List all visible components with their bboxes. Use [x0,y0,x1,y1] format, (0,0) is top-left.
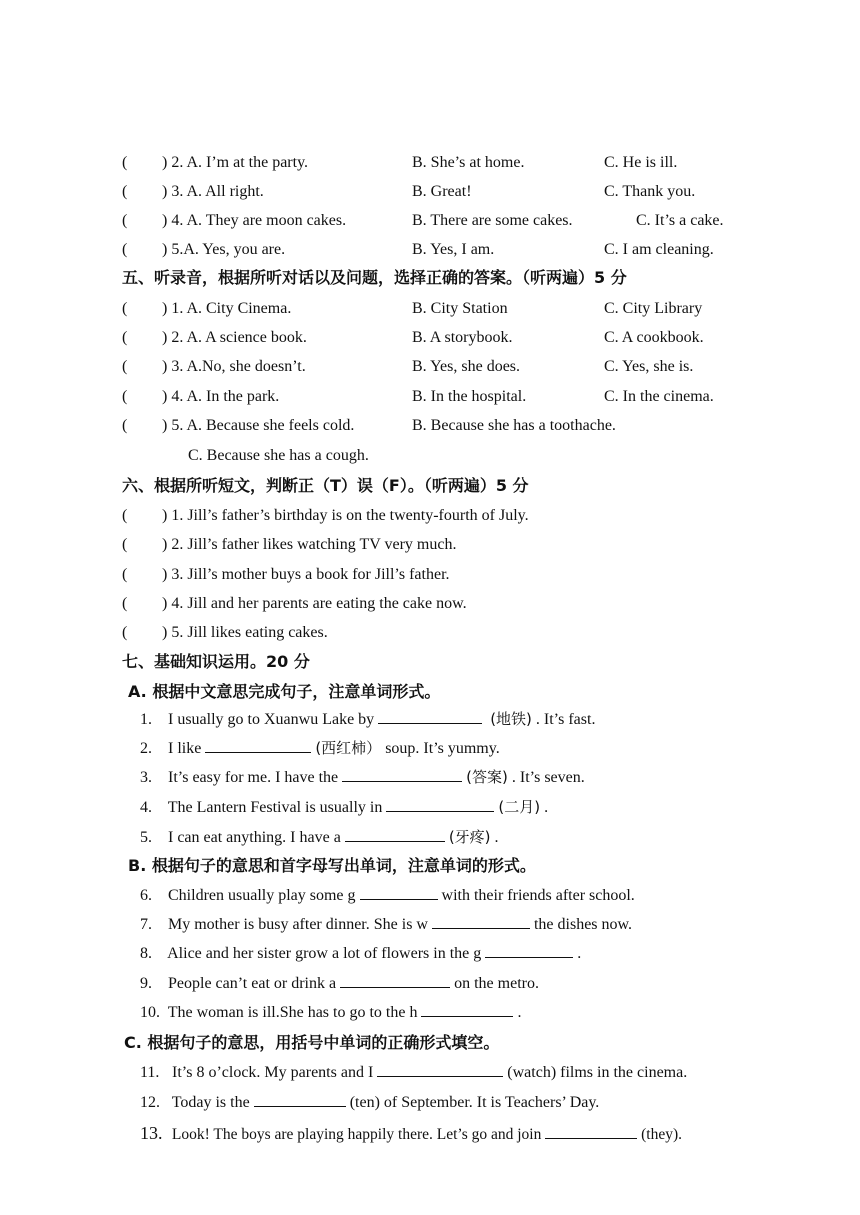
question-text-end: . It’s seven. [511,769,585,786]
answer-paren[interactable]: ( [122,241,128,258]
fill-in-question [140,941,581,967]
question-row [0,208,860,236]
answer-paren[interactable]: ( [122,329,128,346]
chinese-hint: (牙疼) [448,828,491,846]
question-number: 8. [140,945,152,962]
statement-row [0,532,860,560]
question-text-end: with their friends after school. [441,887,635,904]
question-row [0,150,860,178]
question-text-end: on the metro. [454,975,539,992]
answer-paren[interactable]: ( [122,358,128,375]
question-text: Children usually play some g [168,887,356,904]
question-number: 11. [140,1064,160,1081]
option-a: ) 4. A. In the park. [162,388,280,405]
option-b: B. Because she has a toothache. [412,417,616,434]
answer-blank[interactable] [485,941,573,958]
answer-paren[interactable]: ( [122,536,128,553]
option-c: C. Yes, she is. [604,358,694,375]
question-number: 9. [140,975,152,992]
question-text-end: (watch) films in the cinema. [507,1064,688,1081]
option-a: ) 3. A.No, she doesn’t. [162,358,306,375]
question-text-end: . [544,799,549,816]
option-c: C. City Library [604,300,703,317]
option-c: C. A cookbook. [604,329,704,346]
chinese-hint: (地铁) [490,710,532,728]
answer-paren[interactable]: ( [122,154,128,171]
question-row [0,179,860,207]
question-number: 7. [140,916,152,933]
answer-paren[interactable]: ( [122,595,128,612]
question-text: Alice and her sister grow a lot of flowers in the g [167,945,482,962]
option-c: C. Because she has a cough. [188,447,369,464]
answer-paren[interactable]: ( [122,300,128,317]
answer-blank[interactable] [377,1060,503,1077]
statement-row [0,562,860,590]
option-b: B. Great! [412,183,472,200]
fill-in-question [140,764,585,791]
question-text-end: . [494,829,499,846]
question-number: 3. [140,769,152,786]
question-row [0,296,860,324]
fill-in-question [140,912,632,938]
question-text-end: . It’s fast. [535,711,596,728]
question-text: People can’t eat or drink a [168,975,337,992]
fill-in-question [140,1000,521,1026]
question-row [0,354,860,382]
option-a: ) 2. A. I’m at the party. [162,154,309,171]
answer-blank[interactable] [545,1122,637,1139]
question-number: 2. [140,740,152,757]
option-a: ) 2. A. A science book. [162,329,307,346]
statement-row [0,620,860,648]
question-text: Today is the [171,1094,254,1111]
answer-blank[interactable] [432,912,530,929]
fill-in-question [140,794,548,821]
part-a-title: A. 根据中文意思完成句子，注意单词形式。 [128,682,441,701]
fill-in-question [140,971,539,997]
option-a: ) 5.A. Yes, you are. [162,241,286,258]
answer-paren[interactable]: ( [122,624,128,641]
option-b: B. In the hospital. [412,388,527,405]
part-b-title: B. 根据句子的意思和首字母写出单词，注意单词的形式。 [128,856,536,875]
fill-in-question [140,706,595,733]
option-b: B. City Station [412,300,508,317]
option-a: ) 4. A. They are moon cakes. [162,212,347,229]
answer-blank[interactable] [386,795,494,812]
question-text-end: . [577,945,582,962]
chinese-hint: (二月) [498,798,541,816]
question-text: I like [168,740,202,757]
question-text-end: soup. It’s yummy. [385,740,500,757]
question-row [0,384,860,412]
question-row [0,237,860,265]
fill-in-question [140,824,499,851]
question-text: It’s 8 o’clock. My parents and I [172,1064,378,1081]
answer-blank[interactable] [378,707,482,724]
option-b: B. She’s at home. [412,154,525,171]
question-text: I can eat anything. I have a [168,829,345,846]
option-b: B. A storybook. [412,329,513,346]
statement-text: ) 1. Jill’s father’s birthday is on the twenty-fourth of July. [162,507,529,524]
question-number: 4. [140,799,152,816]
option-c: C. He is ill. [604,154,678,171]
question-number: 12. [140,1094,160,1111]
answer-blank[interactable] [205,736,311,753]
question-text: The woman is ill.She has to go to the h [167,1004,418,1021]
question-row [0,413,860,441]
question-text: It’s easy for me. I have the [168,769,339,786]
answer-blank[interactable] [254,1090,346,1107]
option-c: C. I am cleaning. [604,241,714,258]
question-row-continued [0,443,860,471]
statement-text: ) 5. Jill likes eating cakes. [162,624,328,641]
question-text-end: . [517,1004,522,1021]
answer-blank[interactable] [360,883,438,900]
question-number: 10. [140,1004,160,1021]
option-a: ) 3. A. All right. [162,183,264,200]
statement-row [0,591,860,619]
chinese-hint: (答案) [466,768,508,786]
section-6-title: 六、根据所听短文，判断正（T）误（F）。（听两遍）5 分 [122,476,529,495]
question-text-end: (ten) of September. It is Teachers’ Day. [349,1094,600,1111]
answer-blank[interactable] [421,1000,513,1017]
question-text-end: (they). [641,1126,682,1143]
option-c: C. In the cinema. [604,388,714,405]
answer-paren[interactable]: ( [122,212,128,229]
answer-paren[interactable]: ( [122,417,128,434]
answer-paren[interactable]: ( [122,183,128,200]
fill-in-question [140,1120,682,1148]
answer-paren[interactable]: ( [122,388,128,405]
section-7-title: 七、基础知识运用。20 分 [122,652,310,671]
part-c-title: C. 根据句子的意思，用括号中单词的正确形式填空。 [124,1033,500,1052]
option-c: C. It’s a cake. [636,212,724,229]
statement-row [0,503,860,531]
answer-paren[interactable]: ( [122,507,128,524]
option-b: B. Yes, she does. [412,358,521,375]
fill-in-question [140,1090,599,1116]
fill-in-question [140,1060,687,1086]
fill-in-question [140,883,635,909]
question-row [0,325,860,353]
question-text: My mother is busy after dinner. She is w [168,916,428,933]
question-text: Look! The boys are playing happily there. Let’s go and join [171,1126,542,1143]
answer-blank[interactable] [342,765,462,782]
question-number: 6. [140,887,152,904]
question-number: 1. [140,711,152,728]
question-text: I usually go to Xuanwu Lake by [168,711,379,728]
question-text-end: the dishes now. [533,916,633,933]
option-a: ) 5. A. Because she feels cold. [162,417,355,434]
section-5-title: 五、听录音，根据所听对话以及问题，选择正确的答案。（听两遍）5 分 [122,268,627,287]
answer-paren[interactable]: ( [122,566,128,583]
question-text: The Lantern Festival is usually in [167,799,383,816]
option-b: B. There are some cakes. [412,212,573,229]
option-a: ) 1. A. City Cinema. [162,300,292,317]
chinese-hint: (西红柿） [315,739,382,757]
statement-text: ) 4. Jill and her parents are eating the cake now. [162,595,467,612]
option-b: B. Yes, I am. [412,241,495,258]
statement-text: ) 2. Jill’s father likes watching TV very much. [162,536,457,553]
answer-blank[interactable] [340,971,450,988]
answer-blank[interactable] [345,825,445,842]
question-number: 5. [140,829,152,846]
question-number: 13. [140,1123,163,1143]
option-c: C. Thank you. [604,183,696,200]
fill-in-question [140,735,500,762]
statement-text: ) 3. Jill’s mother buys a book for Jill’s father. [162,566,450,583]
